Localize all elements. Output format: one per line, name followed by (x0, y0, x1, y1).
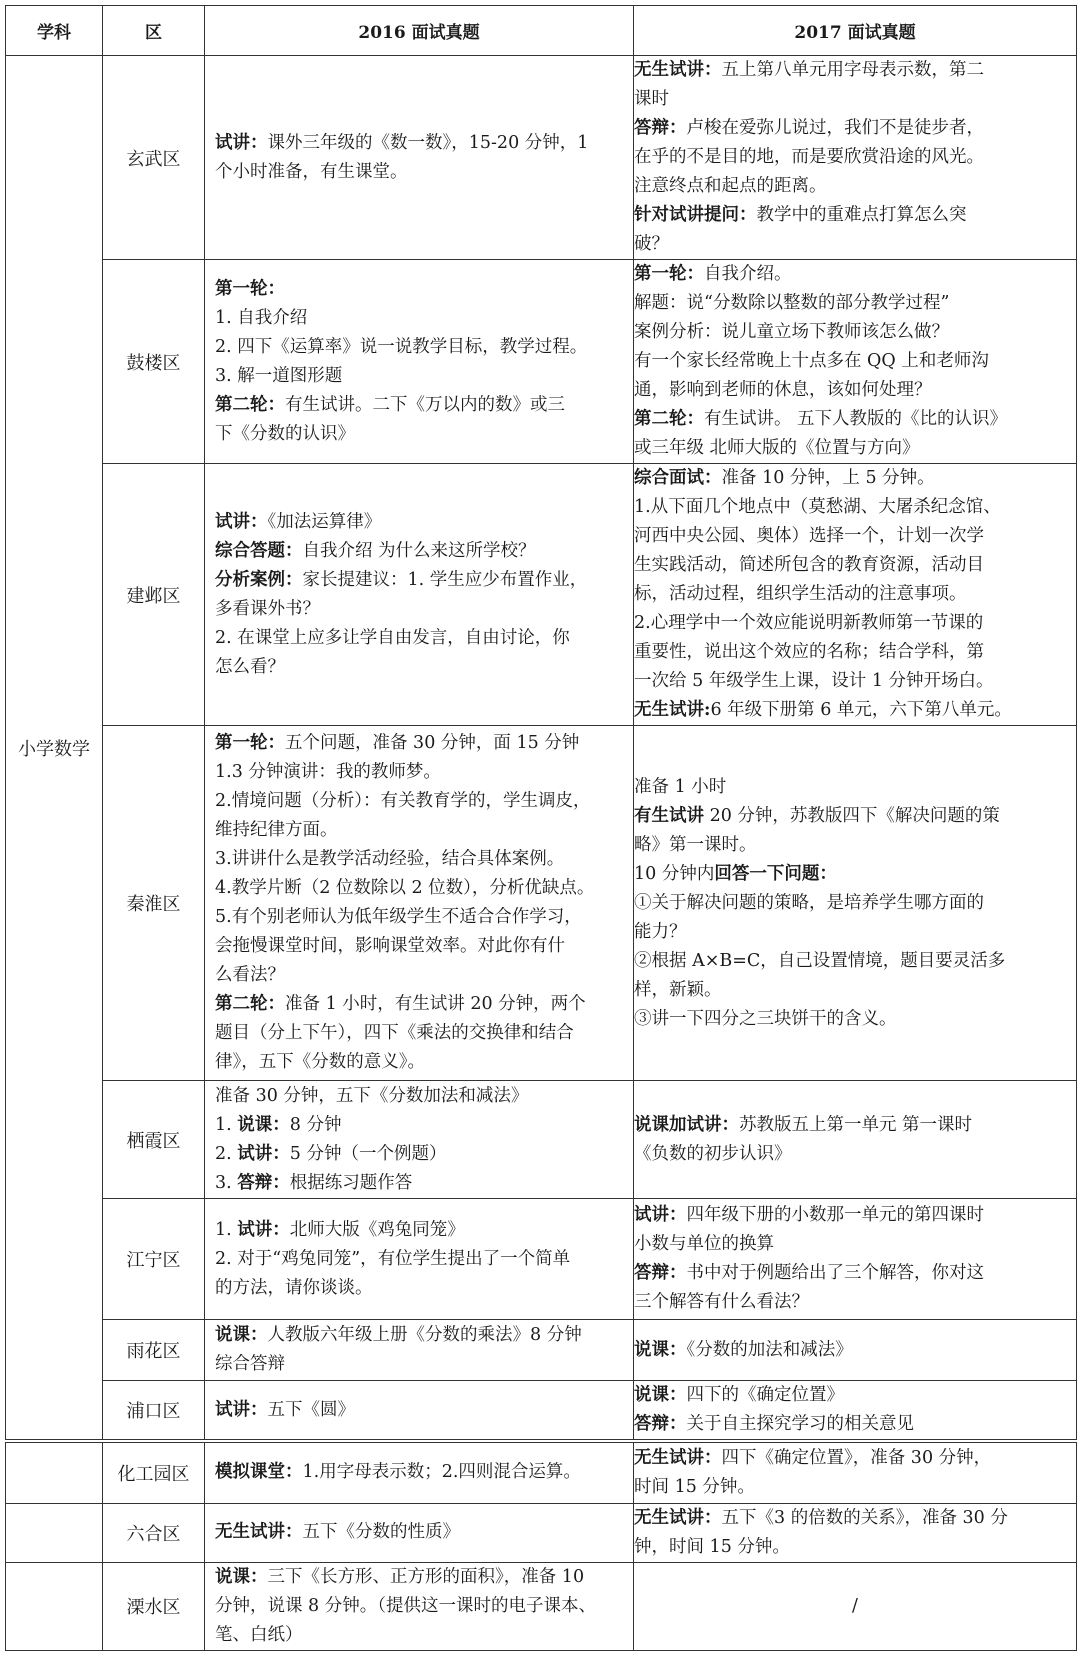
cell-line: 无生试讲:6 年级下册第 6 单元，六下第八单元。 (634, 700, 1012, 720)
cell-line: 3. 解一道图形题 (215, 365, 343, 386)
subject-cell-empty (6, 1562, 103, 1650)
cell-2017 (634, 1199, 1077, 1320)
cell-line: 试讲：五下《圆》 (215, 1399, 355, 1420)
cell-line: ③讲一下四分之三块饼干的含义。 (634, 1008, 897, 1029)
cell-line: 试讲：《加法运算律》 (215, 511, 382, 532)
cell-line: 一次给 5 年级学生上课，设计 1 分钟开场白。 (634, 671, 994, 691)
cell-line: 或三年级 北师大版的《位置与方向》 (634, 438, 920, 458)
cell-line: 题目（分上下午），四下《乘法的交换律和结合 (215, 1023, 574, 1043)
header-district: 区 (103, 6, 205, 56)
cell-line: 律》，五下《分数的意义》。 (215, 1052, 425, 1072)
cell-2016 (205, 1320, 634, 1381)
cell-line: 能力？ (634, 921, 687, 942)
table-header-row (6, 6, 1077, 56)
cell-line: 标，活动过程，组织学生活动的注意事项。 (634, 584, 967, 604)
cell-line: 2.情境问题（分析）：有关教育学的，学生调皮， (215, 791, 591, 811)
cell-line: 么看法？ (215, 965, 285, 985)
cell-line: 说课：四下的《确定位置》 (634, 1385, 844, 1405)
cell-2016 (205, 1562, 634, 1650)
table-row (6, 1441, 1077, 1503)
cell-2016 (205, 1441, 634, 1503)
cell-2017 (634, 1381, 1077, 1442)
district-cell: 建邺区 (103, 464, 205, 726)
table-row (6, 56, 1077, 260)
cell-2017 (634, 464, 1077, 726)
cell-line: 多看课外书？ (215, 598, 320, 619)
cell-2016 (205, 1081, 634, 1199)
cell-line: 1. 自我介绍 (215, 307, 308, 328)
subject-cell-empty (6, 1441, 103, 1503)
cell-line: 维持纪律方面。 (215, 820, 338, 840)
district-cell: 化工园区 (103, 1441, 205, 1503)
table-row (6, 1320, 1077, 1381)
cell-line: 5.有个别老师认为低年级学生不适合合作学习， (215, 907, 582, 927)
cell-line: 2. 试讲：5 分钟（一个例题） (215, 1143, 447, 1164)
cell-line: 准备 1 小时 (634, 776, 727, 797)
cell-line: 钟，时间 15 分钟。 (634, 1536, 790, 1557)
cell-line: 2. 在课堂上应多让学自由发言，自由讨论，你 (215, 627, 570, 648)
cell-line: 试讲：课外三年级的《数一数》，15-20 分钟，1 (215, 132, 589, 153)
cell-line: 破？ (634, 234, 669, 254)
table-row (6, 1503, 1077, 1562)
cell-line: 说课：人教版六年级上册《分数的乘法》8 分钟 (215, 1325, 582, 1345)
cell-2016 (205, 464, 634, 726)
cell-line: 河西中央公园、奥体）选择一个，计划一次学 (634, 526, 984, 546)
cell-2017 (634, 1320, 1077, 1381)
cell-line: 2. 四下《运算率》说一说教学目标，教学过程。 (215, 336, 588, 357)
cell-line: 3.讲讲什么是教学活动经验，结合具体案例。 (215, 849, 565, 869)
subject-cell-empty (6, 1503, 103, 1562)
cell-2017 (634, 1081, 1077, 1199)
district-cell: 秦淮区 (103, 726, 205, 1081)
cell-2017 (634, 1503, 1077, 1562)
cell-line: 三个解答有什么看法？ (634, 1292, 809, 1312)
cell-line: 模拟课堂：1.用字母表示数；2.四则混合运算。 (215, 1462, 581, 1483)
subject-cell: 小学数学 (6, 56, 103, 1442)
cell-line: 说课加试讲：苏教版五上第一单元 第一课时 (634, 1114, 973, 1135)
cell-line: 生实践活动，简述所包含的教育资源，活动目 (634, 555, 984, 575)
district-cell: 溧水区 (103, 1562, 205, 1650)
cell-line: 针对试讲提问：教学中的重难点打算怎么突 (634, 205, 967, 225)
cell-line: 怎么看？ (215, 656, 285, 677)
cell-line: 答辩：书中对于例题给出了三个解答，你对这 (634, 1263, 984, 1283)
cell-line: 1. 试讲：北师大版《鸡兔同笼》 (215, 1219, 465, 1240)
table-row (6, 1199, 1077, 1320)
table-row (6, 1381, 1077, 1442)
cell-line: 时间 15 分钟。 (634, 1476, 755, 1497)
table-row (6, 1562, 1077, 1650)
cell-line: 4.教学片断（2 位数除以 2 位数），分析优缺点。 (215, 878, 595, 898)
table-row (6, 464, 1077, 726)
cell-2017 (634, 726, 1077, 1081)
cell-2016 (205, 726, 634, 1081)
cell-line: 无生试讲：四下《确定位置》，准备 30 分钟， (634, 1447, 992, 1468)
cell-line: 2.心理学中一个效应能说明新教师第一节课的 (634, 613, 984, 633)
district-cell: 雨花区 (103, 1320, 205, 1381)
cell-line: 下《分数的认识》 (215, 423, 355, 444)
cell-line: 综合面试：准备 10 分钟，上 5 分钟。 (634, 468, 935, 488)
cell-line: ②根据 A×B=C，自己设置情境，题目要灵活多 (634, 950, 1006, 971)
district-cell: 六合区 (103, 1503, 205, 1562)
interview-questions-table (5, 5, 1077, 1651)
table-row (6, 1081, 1077, 1199)
header-2016: 2016 面试真题 (205, 6, 634, 56)
cell-line: 在乎的不是目的地，而是要欣赏沿途的风光。 (634, 147, 984, 167)
cell-line: 1. 说课：8 分钟 (215, 1114, 342, 1135)
cell-2017-empty-slash: / (634, 1562, 1077, 1650)
cell-2016 (205, 1381, 634, 1442)
cell-line: 答辩：卢梭在爱弥儿说过，我们不是徒步者， (634, 118, 984, 138)
cell-2016 (205, 1503, 634, 1562)
cell-line: 无生试讲：五下《3 的倍数的关系》，准备 30 分 (634, 1507, 1008, 1528)
cell-line: 会拖慢课堂时间，影响课堂效率。对此你有什 (215, 936, 565, 956)
cell-line: 小数与单位的换算 (634, 1234, 774, 1254)
cell-line: 答辩：关于自主探究学习的相关意见 (634, 1414, 914, 1434)
cell-line: 说课：三下《长方形、正方形的面积》，准备 10 (215, 1566, 585, 1587)
cell-line: 通，影响到老师的休息，该如何处理？ (634, 380, 932, 400)
cell-line: 3. 答辩：根据练习题作答 (215, 1172, 413, 1193)
cell-line: 分析案例：家长提建议：1. 学生应少布置作业， (215, 569, 588, 590)
district-cell: 江宁区 (103, 1199, 205, 1320)
cell-line: 第一轮：自我介绍。 (634, 264, 792, 284)
cell-2017 (634, 1441, 1077, 1503)
cell-line: 准备 30 分钟，五下《分数加法和减法》 (215, 1085, 529, 1106)
cell-line: 笔、白纸） (215, 1624, 303, 1645)
cell-line: 重要性，说出这个效应的名称；结合学科，第 (634, 642, 984, 662)
cell-line: 略》第一课时。 (634, 834, 757, 855)
cell-line: 综合答题：自我介绍 为什么来这所学校？ (215, 540, 536, 561)
cell-line: 第一轮： (215, 278, 285, 299)
header-subject: 学科 (6, 6, 103, 56)
cell-line: 无生试讲：五上第八单元用字母表示数，第二 (634, 60, 984, 80)
table-row (6, 260, 1077, 464)
cell-line: 10 分钟内回答一下问题： (634, 863, 837, 884)
cell-line: 第二轮：有生试讲。二下《万以内的数》或三 (215, 394, 565, 415)
cell-2017 (634, 56, 1077, 260)
cell-line: 分钟，说课 8 分钟。（提供这一课时的电子课本、 (215, 1595, 597, 1616)
district-cell: 栖霞区 (103, 1081, 205, 1199)
cell-line: 无生试讲：五下《分数的性质》 (215, 1522, 460, 1542)
cell-line: 注意终点和起点的距离。 (634, 176, 827, 196)
cell-line: 有生试讲 20 分钟，苏教版四下《解决问题的策 (634, 805, 1000, 826)
cell-line: 个小时准备，有生课堂。 (215, 161, 408, 182)
cell-line: 解题：说“分数除以整数的部分教学过程” (634, 293, 950, 313)
cell-line: 2. 对于“鸡兔同笼”，有位学生提出了一个简单 (215, 1248, 571, 1269)
cell-line: 试讲：四年级下册的小数那一单元的第四课时 (634, 1205, 984, 1225)
cell-2017 (634, 260, 1077, 464)
cell-line: 第二轮：准备 1 小时，有生试讲 20 分钟，两个 (215, 994, 586, 1014)
header-2017: 2017 面试真题 (634, 6, 1077, 56)
cell-line: 第二轮：有生试讲。 五下人教版的《比的认识》 (634, 409, 1008, 429)
cell-line: 案例分析：说儿童立场下教师该怎么做？ (634, 322, 949, 342)
district-cell: 玄武区 (103, 56, 205, 260)
cell-2016 (205, 1199, 634, 1320)
district-cell: 浦口区 (103, 1381, 205, 1442)
cell-line: 1.3 分钟演讲：我的教师梦。 (215, 762, 441, 782)
cell-line: 《负数的初步认识》 (634, 1143, 792, 1164)
cell-line: 综合答辩 (215, 1354, 285, 1374)
district-cell: 鼓楼区 (103, 260, 205, 464)
cell-line: 有一个家长经常晚上十点多在 QQ 上和老师沟 (634, 351, 989, 371)
cell-line: 的方法，请你谈谈。 (215, 1277, 373, 1298)
cell-line: 课时 (634, 89, 669, 109)
cell-2016 (205, 260, 634, 464)
cell-line: 说课：《分数的加法和减法》 (634, 1339, 853, 1360)
cell-line: ①关于解决问题的策略，是培养学生哪方面的 (634, 892, 984, 913)
cell-line: 1.从下面几个地点中（莫愁湖、大屠杀纪念馆、 (634, 497, 1001, 517)
cell-2016 (205, 56, 634, 260)
table-row (6, 726, 1077, 1081)
cell-line: 第一轮：五个问题，准备 30 分钟，面 15 分钟 (215, 733, 580, 753)
cell-line: 样，新颖。 (634, 979, 722, 1000)
